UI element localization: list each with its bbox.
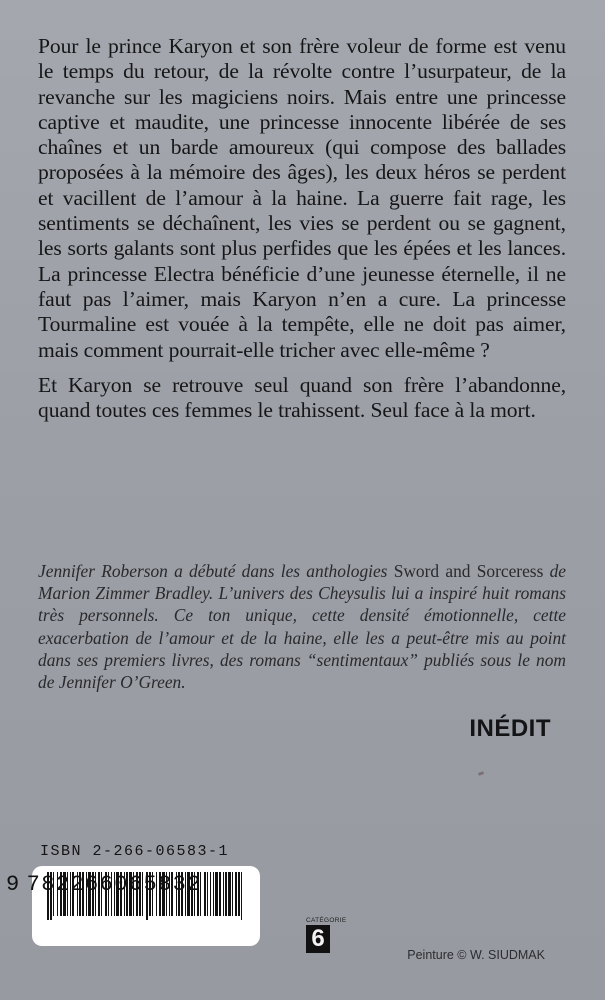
category-label: CATÉGORIE xyxy=(306,917,347,924)
barcode-first-digit: 9 xyxy=(6,872,21,897)
category-number: 6 xyxy=(306,925,330,953)
bio-anthology-title: Sword and Sorceress xyxy=(393,561,544,581)
print-speck xyxy=(478,771,485,776)
barcode-right-group: 065832 xyxy=(114,872,202,897)
inedit-badge: INÉDIT xyxy=(469,715,551,742)
blurb-paragraph-1: Pour le prince Karyon et son frère voleur de forme est venu le temps du retour, de la révolte contre l’usurpateur, de la revanche sur les magiciens noirs. Mais entre une princesse captive et maudite, une princesse innocente libérée de ses chaînes et un barde amoureux (qui compose des ballades proposées à la mémoire des âges), les deux héros se perdent et vacillent de l’amour à la haine. La guerre fait rage, les sentiments se déchaînent, les vies se perdent ou se gagnent, les sorts galants sont plus perfides que les épées et les lances. La princesse Electra bénéficie d’une jeunesse éternelle, il ne faut pas l’aimer, mais Karyon n’en a cure. La princesse Tourmaline est vouée à la tempête, elle ne doit pas aimer, mais comment pourrait-elle tricher avec elle-même ? xyxy=(38,34,566,362)
isbn-label: ISBN 2-266-06583-1 xyxy=(40,843,230,860)
barcode-digits xyxy=(6,872,264,897)
cover-art-credit: Peinture © W. SIUDMAK xyxy=(407,948,545,962)
barcode-left-group: 782266 xyxy=(26,872,115,897)
author-bio xyxy=(38,560,566,693)
bio-part-2: de Marion Zimmer Bradley. L’univers des Cheysulis lui a inspiré huit romans très personnels. Ce ton unique, cette densité émotionnelle, cette exacerbation de l’amour et de la haine, elle les a peut-être mis au point dans ses premiers livres, des romans “sentimentaux” publiés sous le nom de Jennifer O’Green. xyxy=(38,561,567,693)
blurb-text xyxy=(38,34,566,433)
bio-part-1: Jennifer Roberson a débuté dans les anthologies xyxy=(38,561,394,581)
blurb-paragraph-2: Et Karyon se retrouve seul quand son frère l’abandonne, quand toutes ces femmes le trahissent. Seul face à la mort. xyxy=(38,372,566,423)
category-badge xyxy=(306,917,347,953)
